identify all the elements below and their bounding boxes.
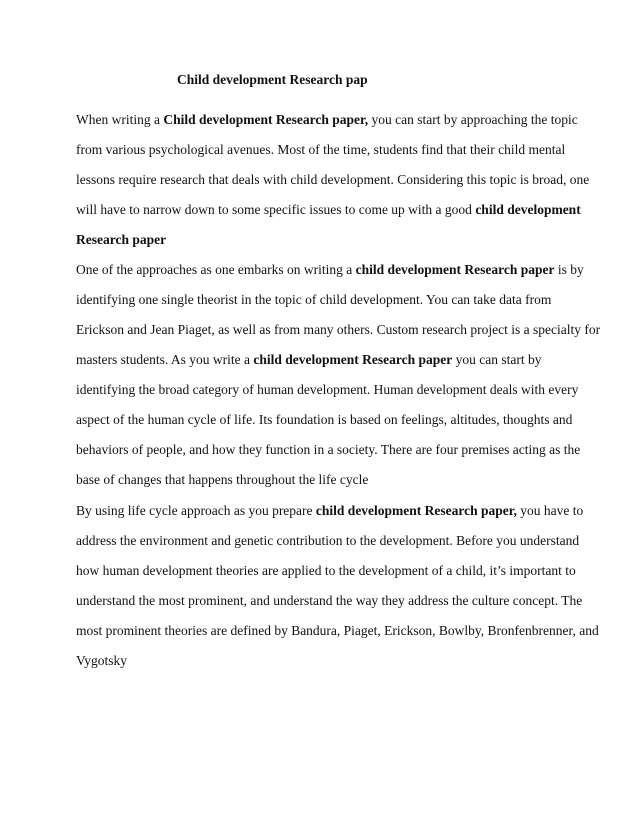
text-run: identifying one single theorist in the topic of child development. You can take data from <box>76 292 552 307</box>
text-run: how human development theories are applied to the development of a child, it’s important to <box>76 563 576 578</box>
text-line <box>76 142 565 158</box>
text-line <box>76 352 541 368</box>
text-run: from various psychological avenues. Most of the time, students find that their child mental <box>76 142 566 157</box>
text-line <box>76 563 576 579</box>
bold-text-run: Research paper <box>76 232 167 247</box>
text-run: address the environment and genetic contribution to the development. Before you understand <box>76 533 580 548</box>
text-run: behaviors of people, and how they function in a society. There are four premises acting as the <box>76 442 581 457</box>
text-line <box>76 503 583 519</box>
text-run: Vygotsky <box>76 653 128 668</box>
text-run: is by <box>554 262 584 277</box>
text-line <box>76 472 368 488</box>
text-run: masters students. As you write a <box>76 352 254 367</box>
text-line <box>76 322 600 338</box>
text-line <box>76 292 551 308</box>
text-line <box>76 232 166 248</box>
text-run: identifying the broad category of human development. Human development deals with every <box>76 382 579 397</box>
text-line <box>76 412 572 428</box>
text-line <box>76 112 578 128</box>
bold-text-run: child development <box>475 202 581 217</box>
text-run: you can start by <box>452 352 542 367</box>
text-line <box>76 172 589 188</box>
bold-text-run: child development Research paper <box>253 352 453 367</box>
text-line <box>76 442 580 458</box>
text-line <box>76 533 579 549</box>
text-run: lessons require research that deals with child development. Considering this topic is broad, one <box>76 172 590 187</box>
text-run: One of the approaches as one embarks on writing a <box>76 262 356 277</box>
text-line <box>76 202 581 218</box>
text-line <box>76 382 578 398</box>
bold-text-run: child development Research paper <box>355 262 555 277</box>
text-run: most prominent theories are defined by Bandura, Piaget, Erickson, Bowlby, Bronfenbrenner, and <box>76 623 599 638</box>
text-line <box>76 262 584 278</box>
document-title: Child development Research pap <box>177 72 368 87</box>
text-run: understand the most prominent, and understand the way they address the culture concept. The <box>76 593 583 608</box>
text-line <box>76 623 599 639</box>
text-run: base of changes that happens throughout the life cycle <box>76 472 369 487</box>
text-run: you can start by approaching the topic <box>368 112 578 127</box>
text-run: By using life cycle approach as you prepare <box>76 503 316 518</box>
text-run: will have to narrow down to some specific issues to come up with a good <box>76 202 476 217</box>
text-run: you have to <box>516 503 584 518</box>
bold-text-run: child development Research paper, <box>315 503 517 518</box>
text-run: Erickson and Jean Piaget, as well as from many others. Custom research project is a specialty for <box>76 322 601 337</box>
text-run: aspect of the human cycle of life. Its foundation is based on feelings, altitudes, thoughts and <box>76 412 573 427</box>
text-run: When writing a <box>76 112 164 127</box>
text-line <box>76 653 127 669</box>
bold-text-run: Child development Research paper, <box>163 112 369 127</box>
text-line <box>76 593 582 609</box>
